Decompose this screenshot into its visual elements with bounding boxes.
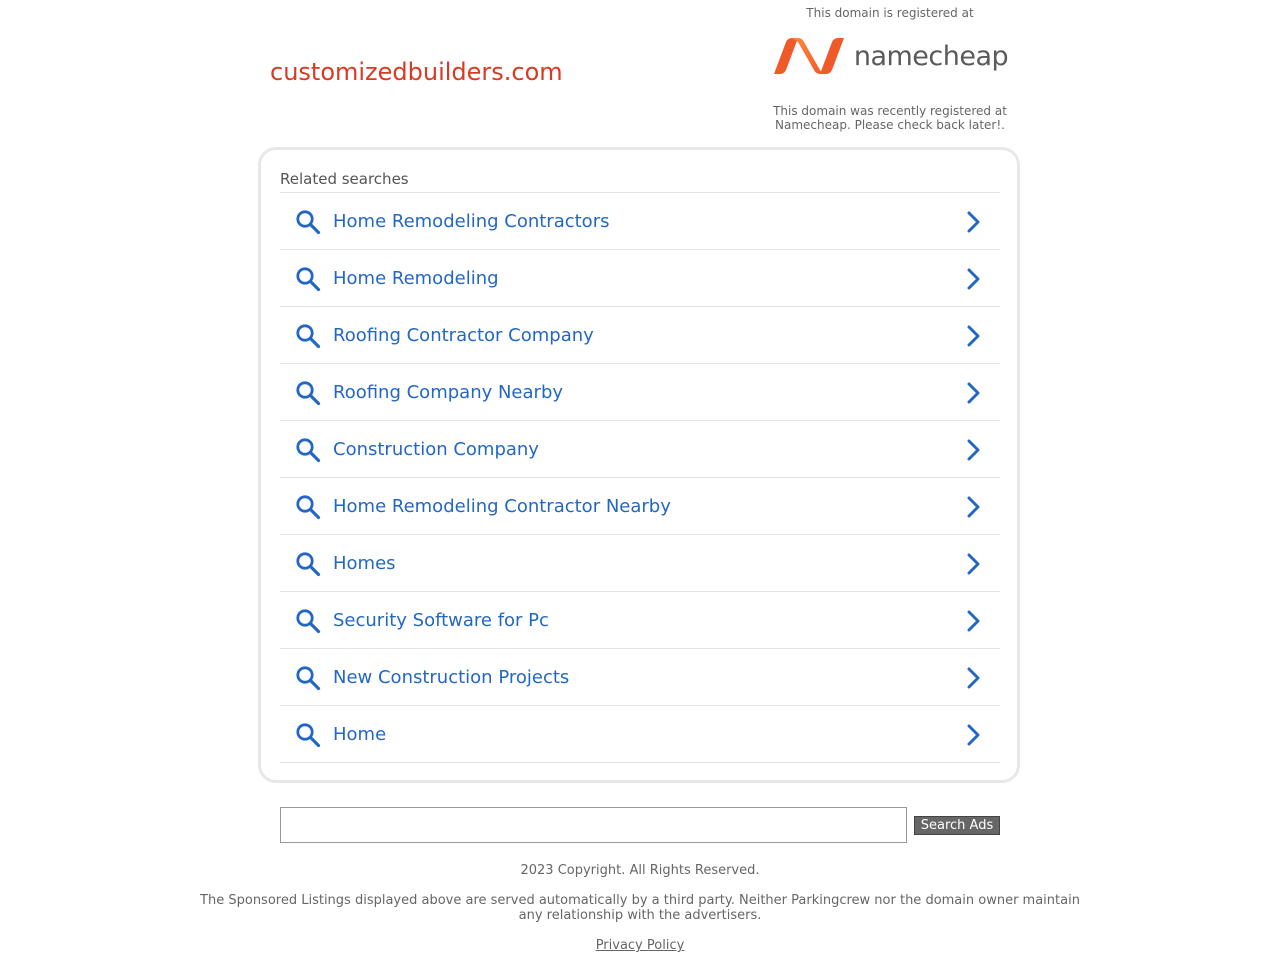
registrar-intro: This domain is registered at (806, 6, 974, 20)
related-search-label[interactable]: Roofing Company Nearby (333, 381, 564, 403)
registrar-note: This domain was recently registered at Namecheap. Please check back later!. (773, 104, 1007, 132)
related-searches-title: Related searches (280, 170, 409, 188)
search-icon (295, 722, 321, 748)
chevron-right-icon (964, 439, 984, 461)
search-input[interactable] (280, 807, 907, 843)
search-icon (295, 266, 321, 292)
chevron-right-icon (964, 211, 984, 233)
namecheap-logo[interactable] (760, 34, 1020, 78)
chevron-right-icon (964, 724, 984, 746)
related-search-label[interactable]: Home Remodeling Contractors (333, 210, 610, 232)
chevron-right-icon (964, 610, 984, 632)
related-search-label[interactable]: New Construction Projects (333, 666, 570, 688)
search-ads-button[interactable]: Search Ads (914, 816, 1000, 835)
related-search-item[interactable] (280, 706, 1000, 763)
related-search-item[interactable] (280, 307, 1000, 364)
related-search-label[interactable]: Roofing Contractor Company (333, 324, 594, 346)
related-search-item[interactable] (280, 649, 1000, 706)
namecheap-n-icon (772, 36, 846, 76)
registrar-logo-text: namecheap (853, 40, 1009, 72)
related-search-label[interactable]: Home Remodeling (333, 267, 499, 289)
copyright-text: 2023 Copyright. All Rights Reserved. (520, 863, 760, 878)
related-search-item[interactable] (280, 478, 1000, 535)
related-search-label[interactable]: Security Software for Pc (333, 609, 549, 631)
chevron-right-icon (964, 268, 984, 290)
search-icon (295, 437, 321, 463)
related-search-label[interactable]: Home Remodeling Contractor Nearby (333, 495, 671, 517)
related-search-label[interactable]: Construction Company (333, 438, 539, 460)
domain-name: customizedbuilders.com (270, 58, 563, 86)
search-icon (295, 608, 321, 634)
chevron-right-icon (964, 667, 984, 689)
chevron-right-icon (964, 496, 984, 518)
search-icon (295, 323, 321, 349)
related-search-item[interactable] (280, 535, 1000, 592)
chevron-right-icon (964, 382, 984, 404)
privacy-policy-container (0, 938, 1280, 953)
header (0, 0, 1280, 140)
related-searches-list (280, 192, 1000, 763)
related-search-item[interactable] (280, 421, 1000, 478)
search-icon (295, 380, 321, 406)
related-search-label[interactable]: Home (333, 723, 387, 745)
search-icon (295, 665, 321, 691)
disclaimer-text: The Sponsored Listings displayed above are served automatically by a third party. Neither Parkingcrew nor the domain owner maintain any relationship with the advertisers. (200, 893, 1080, 923)
related-search-item[interactable] (280, 250, 1000, 307)
chevron-right-icon (964, 553, 984, 575)
search-icon (295, 551, 321, 577)
related-search-item[interactable] (280, 364, 1000, 421)
privacy-policy-link[interactable]: Privacy Policy (595, 938, 685, 953)
related-search-label[interactable]: Homes (333, 552, 396, 574)
related-search-item[interactable] (280, 193, 1000, 250)
search-icon (295, 494, 321, 520)
related-searches-panel (258, 147, 1020, 783)
search-icon (295, 209, 321, 235)
registrar-box (760, 6, 1020, 132)
chevron-right-icon (964, 325, 984, 347)
related-search-item[interactable] (280, 592, 1000, 649)
